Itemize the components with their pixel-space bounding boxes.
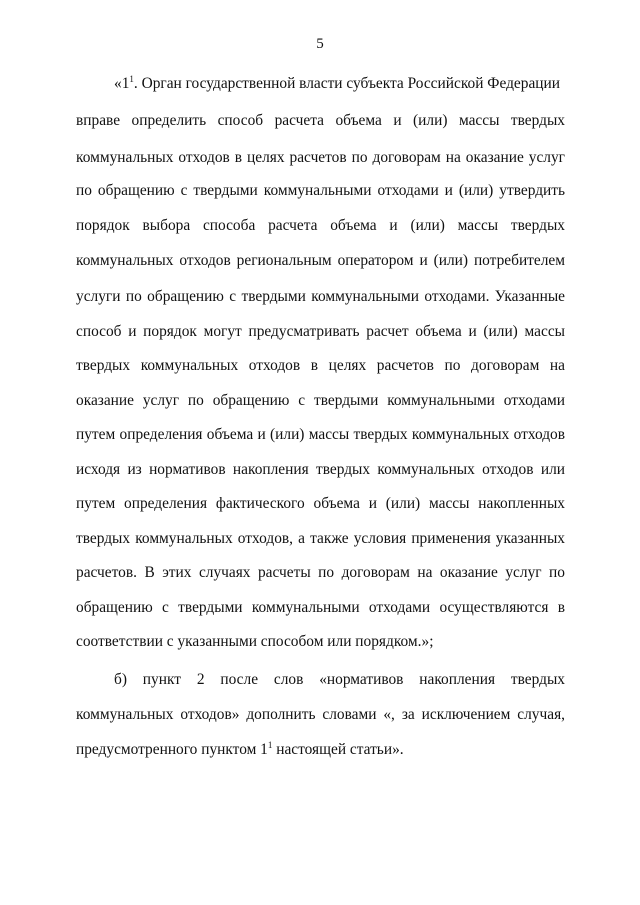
paragraph-line: обращению с твердыми коммунальными отходами осуществляются в [76,599,565,616]
text-segment: настоящей статьи». [272,741,404,758]
paragraph-line [114,74,565,95]
paragraph-line: порядок выбора способа расчета объема и (или) массы твердых [76,217,565,234]
paragraph-line: вправе определить способ расчета объема и (или) массы твердых [76,112,565,129]
paragraph-line: расчетов. В этих случаях расчеты по договорам на оказание услуг по [76,564,565,581]
paragraph-line: коммунальных отходов» дополнить словами «, за исключением случая, [76,706,565,723]
paragraph-line: б) пункт 2 после слов «нормативов накопления твердых [114,671,565,688]
paragraph-line: коммунальных отходов в целях расчетов по договорам на оказание услуг [76,149,565,166]
paragraph-line: по обращению с твердыми коммунальными отходами и (или) утвердить [76,182,565,199]
paragraph-line: способ и порядок могут предусматривать расчет объема и (или) массы [76,323,565,340]
text-segment: «1 [114,75,130,92]
paragraph-line: оказание услуг по обращению с твердыми коммунальными отходами [76,392,565,409]
paragraph-line: путем определения объема и (или) массы твердых коммунальных отходов [76,426,565,443]
paragraph-line: коммунальных отходов региональным оператором и (или) потребителем [76,252,565,269]
paragraph-line: соответствии с указанными способом или порядком.»; [76,633,434,650]
page-number: 5 [316,36,324,52]
superscript: 1 [129,74,134,84]
paragraph-line: исходя из нормативов накопления твердых коммунальных отходов или [76,461,565,478]
text-segment: . Орган государственной власти субъекта Российской Федерации [133,75,560,92]
superscript: 1 [267,740,273,750]
paragraph-line: путем определения фактического объема и (или) массы накопленных [76,495,565,512]
paragraph-line: услуги по обращению с твердыми коммунальными отходами. Указанные [76,288,565,305]
text-segment: предусмотренного пунктом 1 [76,741,268,758]
paragraph-line: твердых коммунальных отходов в целях расчетов по договорам на [76,357,565,374]
paragraph-line: твердых коммунальных отходов, а также условия применения указанных [76,530,565,547]
paragraph-line [76,740,565,761]
